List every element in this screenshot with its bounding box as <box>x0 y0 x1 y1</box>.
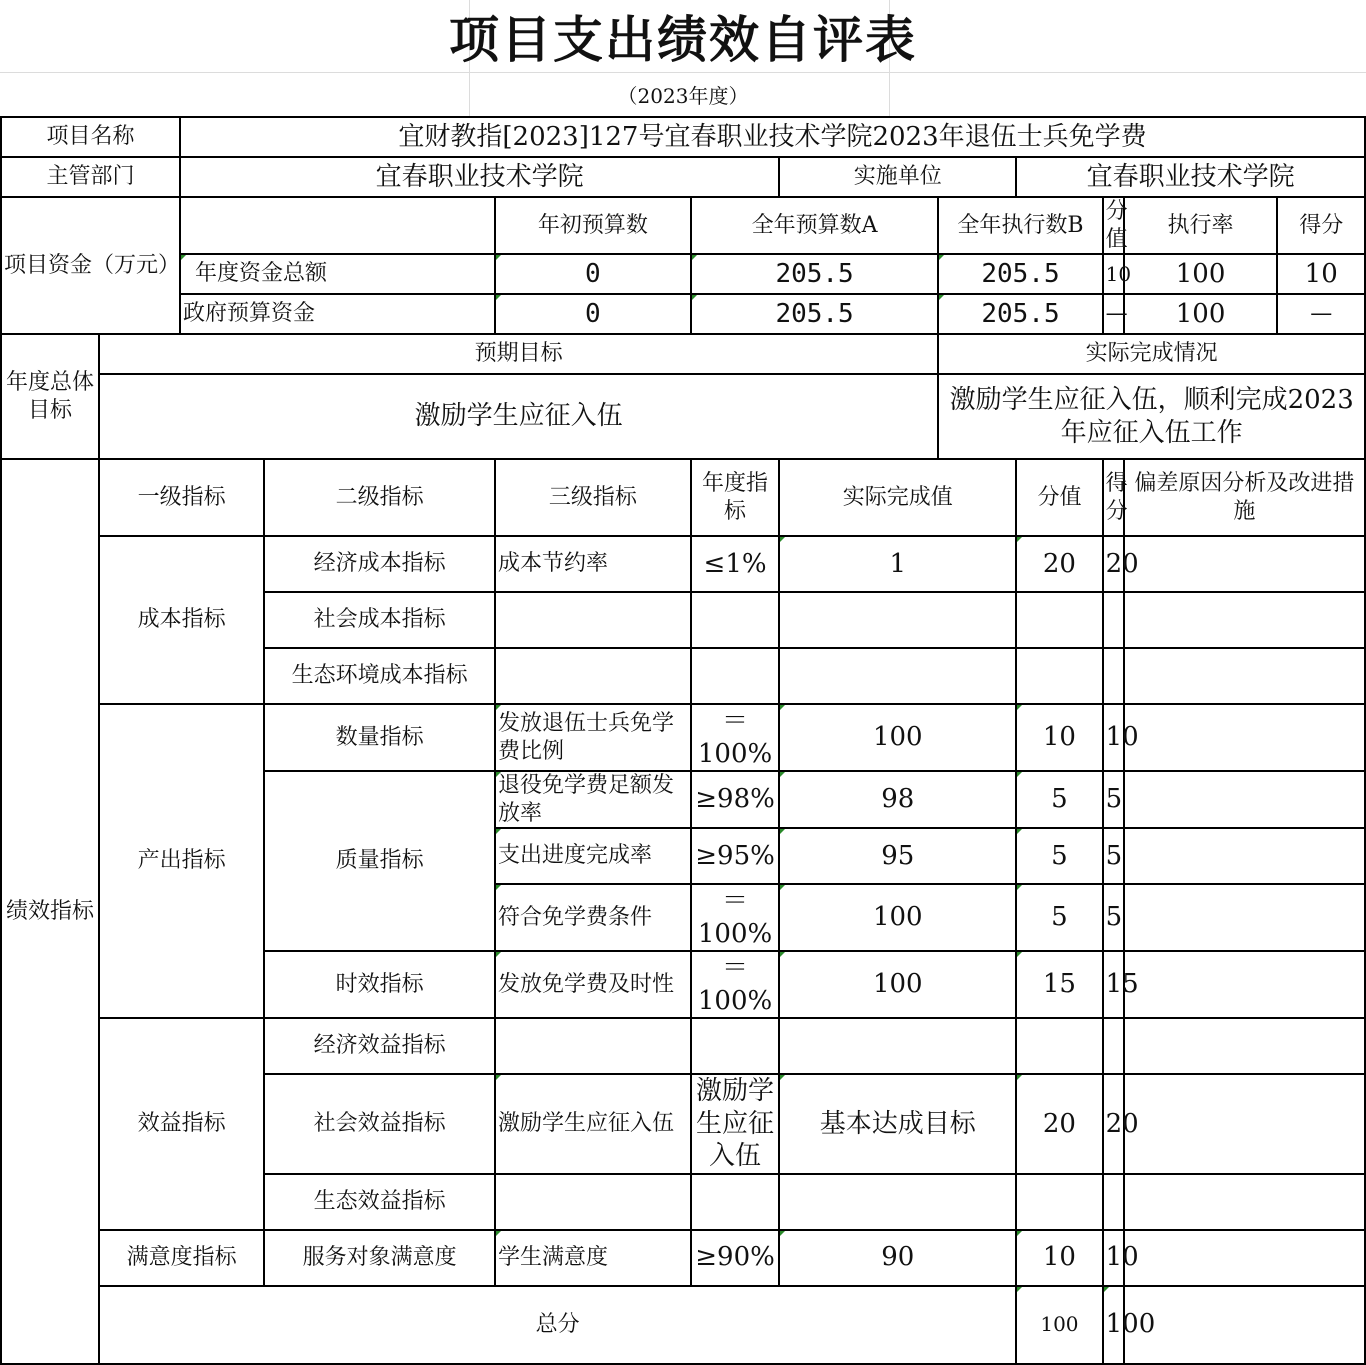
target-cell: ≥98% <box>691 771 779 828</box>
value-cell: 5 <box>1016 771 1102 828</box>
actual-cell: 1 <box>779 536 1016 592</box>
funds-executed: 205.5 <box>938 254 1102 294</box>
header-value: 分值 <box>1016 459 1102 536</box>
level2-cell: 服务对象满意度 <box>264 1230 495 1286</box>
level2-cell: 经济成本指标 <box>264 536 495 592</box>
value-cell: 15 <box>1016 951 1102 1018</box>
value-cell <box>1016 648 1102 704</box>
goals-expected-header: 预期目标 <box>99 334 938 374</box>
deviation-cell <box>1124 828 1365 884</box>
header-level1: 一级指标 <box>99 459 264 536</box>
value-cell: 20 <box>1016 536 1102 592</box>
target-cell <box>691 592 779 648</box>
deviation-cell <box>1124 1018 1365 1074</box>
target-cell: ＝100% <box>691 951 779 1018</box>
deviation-cell <box>1124 704 1365 771</box>
funds-initial: 0 <box>495 254 691 294</box>
level1-benefit: 效益指标 <box>99 1018 264 1230</box>
unit-label: 实施单位 <box>779 157 1016 197</box>
score-cell: 20 <box>1103 536 1124 592</box>
score-cell: 10 <box>1103 1230 1124 1286</box>
deviation-cell <box>1124 648 1365 704</box>
funds-government-row <box>1 294 1365 334</box>
funds-rate: 100 <box>1124 254 1278 294</box>
report-year: （2023年度） <box>617 84 749 108</box>
funds-header-score: 得分 <box>1277 197 1365 254</box>
value-cell <box>1016 592 1102 648</box>
score-cell <box>1103 1018 1124 1074</box>
level3-cell <box>495 1018 691 1074</box>
score-cell: 5 <box>1103 771 1124 828</box>
score-cell <box>1103 648 1124 704</box>
goals-label: 年度总体目标 <box>1 334 99 459</box>
level1-cost: 成本指标 <box>99 536 264 704</box>
level3-cell: 符合免学费条件 <box>495 884 691 951</box>
level1-satisfaction: 满意度指标 <box>99 1230 264 1286</box>
dept-value: 宜春职业技术学院 <box>180 157 779 197</box>
actual-cell: 100 <box>779 884 1016 951</box>
funds-score: 10 <box>1277 254 1365 294</box>
level2-cell: 经济效益指标 <box>264 1018 495 1074</box>
deviation-cell <box>1124 536 1365 592</box>
table-row <box>1 1018 1365 1074</box>
value-cell: 10 <box>1016 1230 1102 1286</box>
goals-actual-header: 实际完成情况 <box>938 334 1365 374</box>
level2-cell: 数量指标 <box>264 704 495 771</box>
level2-cell: 时效指标 <box>264 951 495 1018</box>
score-cell <box>1103 592 1124 648</box>
target-cell: ＝100% <box>691 884 779 951</box>
page-title: 项目支出绩效自评表 <box>449 11 917 69</box>
funds-header-rate: 执行率 <box>1124 197 1278 254</box>
total-row <box>1 1286 1365 1364</box>
funds-score-value: — <box>1103 294 1124 334</box>
level3-cell: 学生满意度 <box>495 1230 691 1286</box>
score-cell: 5 <box>1103 828 1124 884</box>
level3-cell: 支出进度完成率 <box>495 828 691 884</box>
total-deviation <box>1124 1286 1365 1364</box>
actual-cell: 95 <box>779 828 1016 884</box>
level3-cell: 发放免学费及时性 <box>495 951 691 1018</box>
project-name-row <box>1 117 1365 157</box>
evaluation-table <box>0 116 1366 1365</box>
table-row <box>1 536 1365 592</box>
score-cell: 5 <box>1103 884 1124 951</box>
target-cell <box>691 1018 779 1074</box>
goals-content-row <box>1 374 1365 459</box>
target-cell: 激励学生应征入伍 <box>691 1074 779 1174</box>
level2-quality: 质量指标 <box>264 771 495 951</box>
target-cell <box>691 648 779 704</box>
value-cell: 10 <box>1016 704 1102 771</box>
funds-row-label: 政府预算资金 <box>180 294 495 334</box>
level3-cell: 激励学生应征入伍 <box>495 1074 691 1174</box>
target-cell: ≥95% <box>691 828 779 884</box>
funds-annual: 205.5 <box>691 254 939 294</box>
target-cell: ＝100% <box>691 704 779 771</box>
actual-cell <box>779 1018 1016 1074</box>
actual-cell: 100 <box>779 704 1016 771</box>
level1-output: 产出指标 <box>99 704 264 1018</box>
deviation-cell <box>1124 1074 1365 1174</box>
score-cell: 10 <box>1103 704 1124 771</box>
funds-header-row <box>1 197 1365 254</box>
value-cell <box>1016 1174 1102 1230</box>
header-deviation: 偏差原因分析及改进措施 <box>1124 459 1365 536</box>
funds-blank-header <box>180 197 495 254</box>
funds-score-value: 10 <box>1103 254 1124 294</box>
total-label: 总分 <box>99 1286 1016 1364</box>
funds-header-initial: 年初预算数 <box>495 197 691 254</box>
value-cell: 20 <box>1016 1074 1102 1174</box>
header-level3: 三级指标 <box>495 459 691 536</box>
level2-cell: 社会成本指标 <box>264 592 495 648</box>
deviation-cell <box>1124 1230 1365 1286</box>
funds-row-label: 年度资金总额 <box>180 254 495 294</box>
indicators-label: 绩效指标 <box>1 459 99 1364</box>
funds-executed: 205.5 <box>938 294 1102 334</box>
actual-cell <box>779 1174 1016 1230</box>
department-row <box>1 157 1365 197</box>
header-level2: 二级指标 <box>264 459 495 536</box>
funds-annual: 205.5 <box>691 294 939 334</box>
actual-cell: 90 <box>779 1230 1016 1286</box>
level3-cell: 发放退伍士兵免学费比例 <box>495 704 691 771</box>
funds-rate: 100 <box>1124 294 1278 334</box>
value-cell: 5 <box>1016 828 1102 884</box>
deviation-cell <box>1124 1174 1365 1230</box>
funds-header-score-value: 分值 <box>1103 197 1124 254</box>
deviation-cell <box>1124 592 1365 648</box>
goals-header-row <box>1 334 1365 374</box>
project-name-label: 项目名称 <box>1 117 180 157</box>
table-row <box>1 704 1365 771</box>
total-value: 100 <box>1016 1286 1102 1364</box>
actual-cell <box>779 648 1016 704</box>
deviation-cell <box>1124 884 1365 951</box>
unit-value: 宜春职业技术学院 <box>1016 157 1365 197</box>
goals-expected: 激励学生应征入伍 <box>99 374 938 459</box>
level3-cell <box>495 1174 691 1230</box>
funds-total-row <box>1 254 1365 294</box>
target-cell <box>691 1174 779 1230</box>
value-cell <box>1016 1018 1102 1074</box>
score-cell: 15 <box>1103 951 1124 1018</box>
funds-label: 项目资金（万元） <box>1 197 180 334</box>
funds-score: — <box>1277 294 1365 334</box>
actual-cell: 98 <box>779 771 1016 828</box>
header-annual-target: 年度指标 <box>691 459 779 536</box>
funds-header-executed: 全年执行数B <box>938 197 1102 254</box>
deviation-cell <box>1124 951 1365 1018</box>
level3-cell <box>495 648 691 704</box>
table-row <box>1 1230 1365 1286</box>
level3-cell <box>495 592 691 648</box>
funds-initial: 0 <box>495 294 691 334</box>
total-score: 100 <box>1103 1286 1124 1364</box>
funds-header-annual: 全年预算数A <box>691 197 939 254</box>
actual-cell: 100 <box>779 951 1016 1018</box>
level2-cell: 社会效益指标 <box>264 1074 495 1174</box>
target-cell: ≤1% <box>691 536 779 592</box>
level3-cell: 退役免学费足额发放率 <box>495 771 691 828</box>
deviation-cell <box>1124 771 1365 828</box>
level2-cell: 生态效益指标 <box>264 1174 495 1230</box>
project-name-value: 宜财教指[2023]127号宜春职业技术学院2023年退伍士兵免学费 <box>180 117 1365 157</box>
goals-actual: 激励学生应征入伍，顺利完成2023年应征入伍工作 <box>938 374 1365 459</box>
level3-cell: 成本节约率 <box>495 536 691 592</box>
score-cell <box>1103 1174 1124 1230</box>
level2-cell: 生态环境成本指标 <box>264 648 495 704</box>
value-cell: 5 <box>1016 884 1102 951</box>
indicator-header-row <box>1 459 1365 536</box>
header-actual: 实际完成值 <box>779 459 1016 536</box>
header-score: 得分 <box>1103 459 1124 536</box>
actual-cell <box>779 592 1016 648</box>
score-cell: 20 <box>1103 1074 1124 1174</box>
actual-cell: 基本达成目标 <box>779 1074 1016 1174</box>
dept-label: 主管部门 <box>1 157 180 197</box>
target-cell: ≥90% <box>691 1230 779 1286</box>
